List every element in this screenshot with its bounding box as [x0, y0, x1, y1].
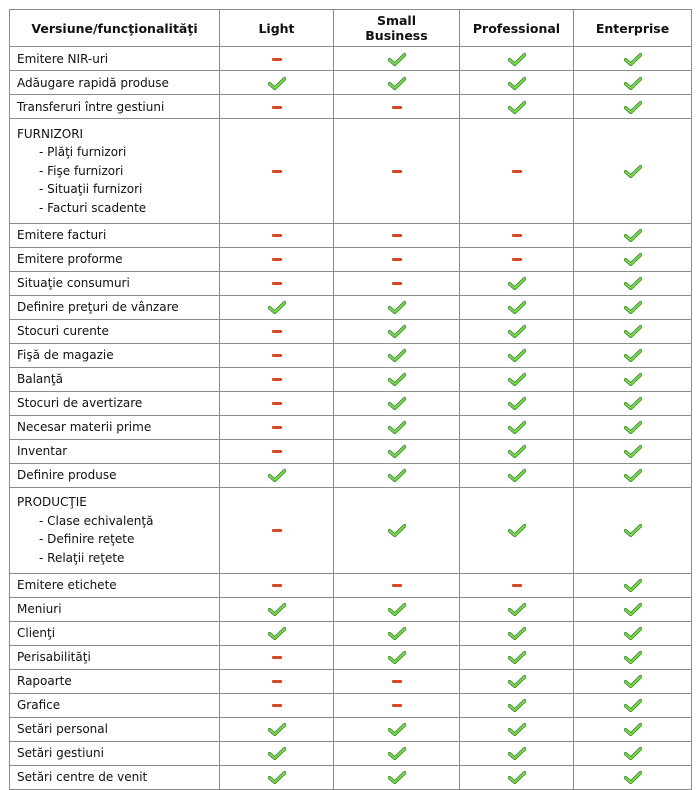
feature-name-cell	[10, 717, 220, 741]
edition-header-professional: Professional	[460, 10, 574, 47]
feature-name-cell	[10, 271, 220, 295]
feature-name-cell	[10, 463, 220, 487]
availability-cell	[220, 597, 334, 621]
feature-name: Situaţie consumuri	[17, 276, 130, 290]
feature-name: Setări centre de venit	[17, 770, 148, 784]
availability-cell	[460, 573, 574, 597]
feature-name: Transferuri între gestiuni	[17, 99, 165, 114]
green-check-icon	[624, 579, 642, 592]
availability-cell	[334, 597, 460, 621]
table-row	[10, 71, 692, 95]
availability-cell	[574, 597, 692, 621]
availability-cell	[220, 573, 334, 597]
green-check-icon	[624, 723, 642, 736]
availability-cell	[334, 343, 460, 367]
green-check-icon	[268, 603, 286, 616]
availability-cell	[334, 367, 460, 391]
availability-cell	[334, 319, 460, 343]
feature-name: Rapoarte	[17, 674, 72, 688]
green-check-icon	[508, 675, 526, 688]
availability-cell	[574, 717, 692, 741]
availability-cell	[220, 391, 334, 415]
availability-cell	[460, 597, 574, 621]
availability-cell	[334, 247, 460, 271]
feature-comparison-table	[9, 9, 692, 790]
feature-name: Setări gestiuni	[17, 746, 104, 760]
feature-name: Emitere etichete	[17, 578, 117, 592]
feature-name-cell	[10, 95, 220, 119]
availability-cell	[574, 463, 692, 487]
green-check-icon	[508, 603, 526, 616]
availability-cell	[574, 71, 692, 95]
feature-name-cell	[10, 319, 220, 343]
feature-name: Adăugare rapidă produse	[17, 75, 169, 90]
green-check-icon	[508, 421, 526, 434]
green-check-icon	[508, 651, 526, 664]
availability-cell	[220, 717, 334, 741]
feature-name-cell	[10, 765, 220, 789]
red-dash-icon	[392, 170, 402, 173]
green-check-icon	[624, 101, 642, 114]
red-dash-icon	[272, 402, 282, 405]
feature-name-cell	[10, 439, 220, 463]
availability-cell	[220, 367, 334, 391]
red-dash-icon	[272, 378, 282, 381]
feature-name-cell	[10, 621, 220, 645]
red-dash-icon	[272, 680, 282, 683]
green-check-icon	[388, 469, 406, 482]
feature-name: Definire preţuri de vânzare	[17, 300, 179, 314]
table-row	[10, 95, 692, 119]
red-dash-icon	[272, 656, 282, 659]
green-check-icon	[388, 771, 406, 784]
table-row	[10, 271, 692, 295]
availability-cell	[574, 271, 692, 295]
table-row	[10, 645, 692, 669]
availability-cell	[460, 463, 574, 487]
availability-cell	[460, 319, 574, 343]
table-row	[10, 367, 692, 391]
availability-cell	[334, 717, 460, 741]
availability-cell	[334, 71, 460, 95]
availability-cell	[220, 621, 334, 645]
availability-cell	[220, 119, 334, 224]
availability-cell	[220, 71, 334, 95]
feature-name: Inventar	[17, 444, 68, 458]
green-check-icon	[624, 397, 642, 410]
availability-cell	[334, 463, 460, 487]
feature-group-title: FURNIZORI	[17, 126, 84, 141]
feature-name: Emitere facturi	[17, 228, 107, 242]
availability-cell	[460, 47, 574, 71]
availability-cell	[574, 415, 692, 439]
feature-name: Grafice	[17, 698, 61, 712]
availability-cell	[334, 573, 460, 597]
availability-cell	[334, 95, 460, 119]
green-check-icon	[268, 747, 286, 760]
availability-cell	[574, 367, 692, 391]
availability-cell	[220, 271, 334, 295]
green-check-icon	[624, 253, 642, 266]
red-dash-icon	[272, 450, 282, 453]
feature-name-cell	[10, 415, 220, 439]
green-check-icon	[624, 349, 642, 362]
green-check-icon	[624, 524, 642, 537]
red-dash-icon	[272, 584, 282, 587]
feature-subitem: - Situaţii furnizori	[39, 182, 143, 196]
table-row	[10, 247, 692, 271]
green-check-icon	[388, 53, 406, 66]
availability-cell	[574, 247, 692, 271]
red-dash-icon	[272, 282, 282, 285]
feature-name-cell	[10, 367, 220, 391]
availability-cell	[574, 741, 692, 765]
feature-name-cell	[10, 391, 220, 415]
table-row	[10, 741, 692, 765]
availability-cell	[220, 439, 334, 463]
green-check-icon	[508, 325, 526, 338]
green-check-icon	[388, 301, 406, 314]
availability-cell	[460, 223, 574, 247]
availability-cell	[220, 741, 334, 765]
feature-name: Setări personal	[17, 722, 108, 736]
red-dash-icon	[392, 584, 402, 587]
green-check-icon	[388, 627, 406, 640]
availability-cell	[220, 95, 334, 119]
red-dash-icon	[512, 170, 522, 173]
availability-cell	[220, 463, 334, 487]
table-row	[10, 343, 692, 367]
feature-name: Fişă de magazie	[17, 348, 114, 362]
green-check-icon	[624, 651, 642, 664]
feature-name: Stocuri de avertizare	[17, 396, 143, 410]
green-check-icon	[508, 627, 526, 640]
availability-cell	[220, 343, 334, 367]
red-dash-icon	[392, 704, 402, 707]
green-check-icon	[624, 699, 642, 712]
green-check-icon	[388, 445, 406, 458]
feature-name-cell	[10, 487, 220, 573]
availability-cell	[574, 439, 692, 463]
green-check-icon	[508, 723, 526, 736]
feature-name: Necesar materii prime	[17, 420, 152, 434]
green-check-icon	[624, 53, 642, 66]
green-check-icon	[624, 675, 642, 688]
availability-cell	[460, 271, 574, 295]
availability-cell	[334, 487, 460, 573]
table-row	[10, 223, 692, 247]
availability-cell	[334, 765, 460, 789]
green-check-icon	[268, 469, 286, 482]
green-check-icon	[508, 53, 526, 66]
availability-cell	[220, 295, 334, 319]
edition-header-light: Light	[220, 10, 334, 47]
table-row	[10, 487, 692, 573]
table-row	[10, 573, 692, 597]
availability-cell	[574, 621, 692, 645]
availability-cell	[334, 391, 460, 415]
availability-cell	[460, 71, 574, 95]
green-check-icon	[388, 325, 406, 338]
red-dash-icon	[272, 258, 282, 261]
feature-subitem: - Facturi scadente	[39, 200, 147, 215]
availability-cell	[460, 741, 574, 765]
feature-name-cell	[10, 645, 220, 669]
availability-cell	[460, 717, 574, 741]
feature-subitem: - Plăţi furnizori	[39, 145, 127, 159]
availability-cell	[460, 367, 574, 391]
availability-cell	[460, 415, 574, 439]
red-dash-icon	[272, 106, 282, 109]
table-body	[10, 47, 692, 790]
red-dash-icon	[392, 282, 402, 285]
green-check-icon	[268, 627, 286, 640]
green-check-icon	[624, 421, 642, 434]
availability-cell	[334, 415, 460, 439]
availability-cell	[574, 765, 692, 789]
availability-cell	[334, 271, 460, 295]
feature-name: Meniuri	[17, 602, 62, 616]
availability-cell	[334, 669, 460, 693]
availability-cell	[220, 415, 334, 439]
green-check-icon	[388, 77, 406, 90]
red-dash-icon	[512, 258, 522, 261]
green-check-icon	[388, 723, 406, 736]
green-check-icon	[624, 301, 642, 314]
green-check-icon	[388, 421, 406, 434]
green-check-icon	[624, 325, 642, 338]
green-check-icon	[508, 469, 526, 482]
table-row	[10, 693, 692, 717]
green-check-icon	[508, 277, 526, 290]
feature-group-title: PRODUCŢIE	[17, 495, 87, 509]
table-row	[10, 765, 692, 789]
red-dash-icon	[392, 258, 402, 261]
green-check-icon	[624, 771, 642, 784]
red-dash-icon	[392, 680, 402, 683]
table-row	[10, 415, 692, 439]
availability-cell	[460, 765, 574, 789]
feature-name-cell	[10, 71, 220, 95]
red-dash-icon	[272, 330, 282, 333]
edition-header-enterprise: Enterprise	[574, 10, 692, 47]
edition-header-small-business	[334, 10, 460, 47]
availability-cell	[220, 669, 334, 693]
green-check-icon	[508, 349, 526, 362]
availability-cell	[220, 765, 334, 789]
green-check-icon	[508, 445, 526, 458]
availability-cell	[574, 343, 692, 367]
green-check-icon	[388, 603, 406, 616]
availability-cell	[220, 487, 334, 573]
green-check-icon	[388, 524, 406, 537]
red-dash-icon	[392, 106, 402, 109]
availability-cell	[460, 95, 574, 119]
green-check-icon	[268, 77, 286, 90]
availability-cell	[574, 119, 692, 224]
availability-cell	[460, 669, 574, 693]
green-check-icon	[508, 101, 526, 114]
feature-name-cell	[10, 741, 220, 765]
feature-name-cell	[10, 247, 220, 271]
table-row	[10, 669, 692, 693]
availability-cell	[460, 343, 574, 367]
feature-name-cell	[10, 223, 220, 247]
availability-cell	[574, 693, 692, 717]
green-check-icon	[624, 627, 642, 640]
availability-cell	[574, 47, 692, 71]
availability-cell	[334, 645, 460, 669]
table-row	[10, 597, 692, 621]
availability-cell	[574, 319, 692, 343]
green-check-icon	[508, 699, 526, 712]
availability-cell	[574, 487, 692, 573]
availability-cell	[220, 693, 334, 717]
availability-cell	[220, 223, 334, 247]
table-row	[10, 463, 692, 487]
feature-name-cell	[10, 573, 220, 597]
feature-name: Perisabilităţi	[17, 650, 91, 664]
green-check-icon	[624, 445, 642, 458]
feature-name-cell	[10, 597, 220, 621]
green-check-icon	[388, 747, 406, 760]
feature-name-cell	[10, 295, 220, 319]
feature-name: Emitere proforme	[17, 252, 123, 266]
green-check-icon	[388, 651, 406, 664]
availability-cell	[574, 669, 692, 693]
feature-subitem: - Fişe furnizori	[39, 163, 124, 178]
red-dash-icon	[512, 584, 522, 587]
red-dash-icon	[272, 58, 282, 61]
feature-subitem: - Definire reţete	[39, 532, 135, 546]
green-check-icon	[624, 277, 642, 290]
availability-cell	[334, 621, 460, 645]
edition-header-small-business-label: Small Business	[365, 13, 428, 43]
table-row	[10, 621, 692, 645]
green-check-icon	[508, 397, 526, 410]
green-check-icon	[624, 373, 642, 386]
green-check-icon	[508, 524, 526, 537]
red-dash-icon	[272, 426, 282, 429]
availability-cell	[574, 573, 692, 597]
feature-name: Clienţi	[17, 626, 56, 640]
availability-cell	[334, 119, 460, 224]
availability-cell	[220, 319, 334, 343]
availability-cell	[574, 95, 692, 119]
availability-cell	[334, 741, 460, 765]
availability-cell	[220, 47, 334, 71]
availability-cell	[460, 295, 574, 319]
table-row	[10, 391, 692, 415]
table-header-row	[10, 10, 692, 47]
red-dash-icon	[392, 234, 402, 237]
table-row	[10, 439, 692, 463]
availability-cell	[460, 439, 574, 463]
red-dash-icon	[272, 704, 282, 707]
feature-subitem: - Relaţii reţete	[39, 550, 125, 565]
availability-cell	[460, 119, 574, 224]
feature-name-cell	[10, 47, 220, 71]
availability-cell	[220, 247, 334, 271]
green-check-icon	[624, 603, 642, 616]
green-check-icon	[624, 469, 642, 482]
red-dash-icon	[272, 529, 282, 532]
availability-cell	[574, 645, 692, 669]
green-check-icon	[268, 723, 286, 736]
feature-name-cell	[10, 343, 220, 367]
availability-cell	[334, 693, 460, 717]
table-row	[10, 119, 692, 224]
availability-cell	[460, 621, 574, 645]
red-dash-icon	[512, 234, 522, 237]
availability-cell	[460, 247, 574, 271]
feature-name: Stocuri curente	[17, 324, 109, 338]
green-check-icon	[508, 77, 526, 90]
table-row	[10, 717, 692, 741]
table-row	[10, 47, 692, 71]
green-check-icon	[624, 165, 642, 178]
red-dash-icon	[272, 234, 282, 237]
feature-name-cell	[10, 693, 220, 717]
availability-cell	[334, 47, 460, 71]
feature-name-cell	[10, 119, 220, 224]
green-check-icon	[508, 771, 526, 784]
green-check-icon	[624, 77, 642, 90]
feature-name-cell	[10, 669, 220, 693]
green-check-icon	[508, 301, 526, 314]
availability-cell	[574, 223, 692, 247]
green-check-icon	[268, 301, 286, 314]
green-check-icon	[508, 373, 526, 386]
red-dash-icon	[272, 354, 282, 357]
availability-cell	[460, 391, 574, 415]
availability-cell	[460, 693, 574, 717]
green-check-icon	[388, 373, 406, 386]
red-dash-icon	[272, 170, 282, 173]
green-check-icon	[508, 747, 526, 760]
green-check-icon	[624, 747, 642, 760]
green-check-icon	[388, 397, 406, 410]
feature-name: Balanţă	[17, 372, 63, 386]
table-row	[10, 319, 692, 343]
availability-cell	[574, 295, 692, 319]
feature-name: Definire produse	[17, 468, 117, 482]
feature-name: Emitere NIR-uri	[17, 51, 109, 66]
table-row	[10, 295, 692, 319]
availability-cell	[334, 439, 460, 463]
green-check-icon	[624, 229, 642, 242]
availability-cell	[334, 223, 460, 247]
availability-cell	[460, 487, 574, 573]
green-check-icon	[268, 771, 286, 784]
green-check-icon	[388, 349, 406, 362]
availability-cell	[220, 645, 334, 669]
availability-cell	[574, 391, 692, 415]
feature-subitem: - Clase echivalenţă	[39, 513, 154, 528]
availability-cell	[334, 295, 460, 319]
feature-column-header: Versiune/funcţionalităţi	[10, 10, 220, 47]
availability-cell	[460, 645, 574, 669]
